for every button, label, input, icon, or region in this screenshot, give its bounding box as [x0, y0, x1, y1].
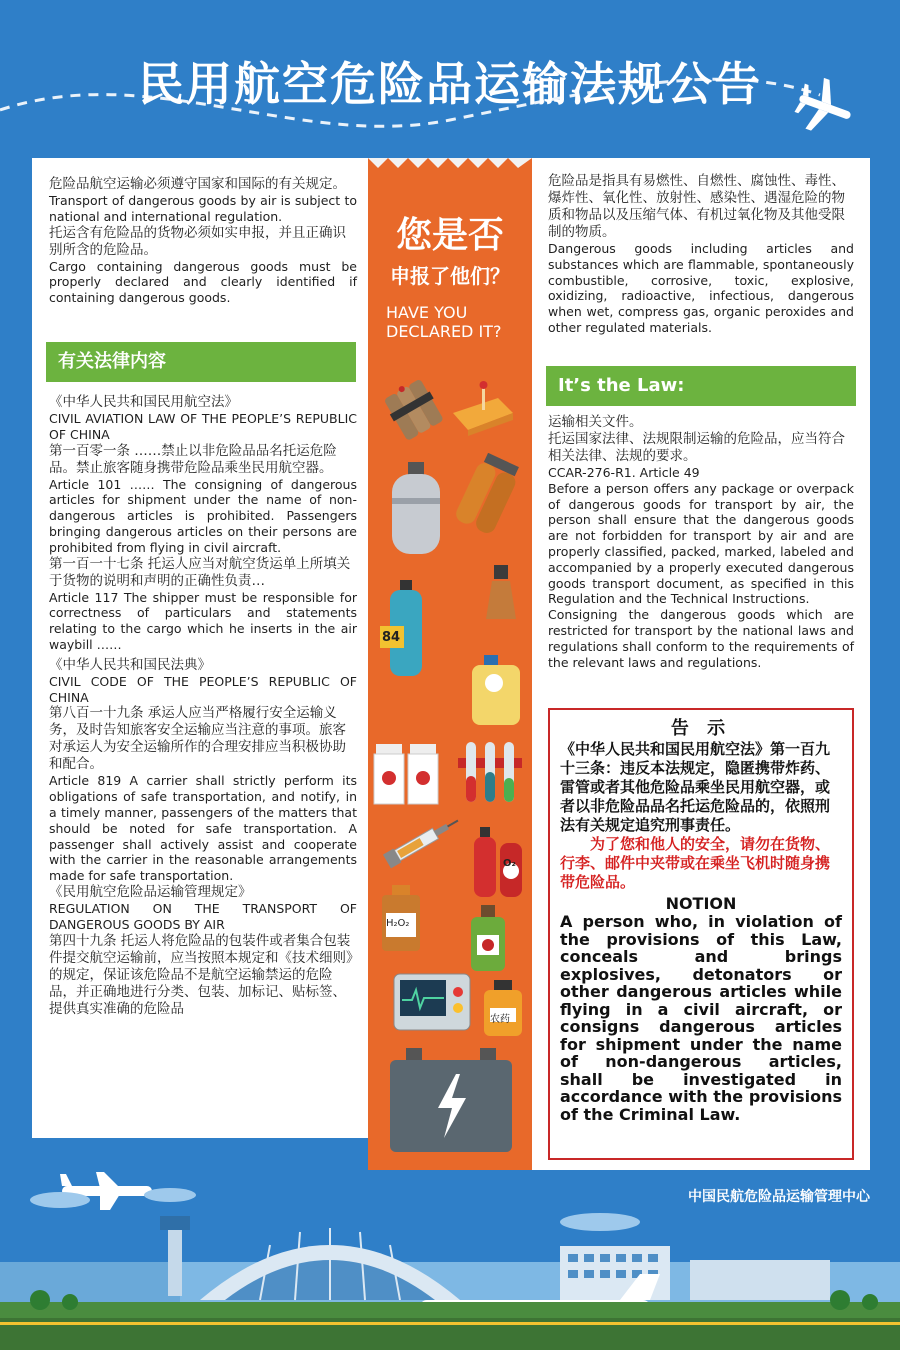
gas-cylinder-icon [386, 458, 446, 558]
notice-warning: 为了您和他人的安全，请勿在货物、行李、邮件中夹带或在乘坐飞机时随身携带危险品。 [560, 835, 831, 891]
label-84: 84 [382, 630, 401, 645]
right-section-heading: It’s the Law: [546, 366, 856, 406]
label-pesticide: 农药 [490, 1014, 510, 1025]
law-line: 《中华人民共和国民法典》 [49, 656, 211, 673]
footer-organization: 中国民航危险品运输管理中心 [688, 1189, 870, 1205]
right-laws [548, 414, 854, 670]
law-line: Before a person offers any package or overpack of dangerous goods for transport by air, the person shall ensure that the dangerous goods are not forbidden for transport by air and are properly classified, packed, marked, labeled and accompanied by a properly executed dangerous goods transport document, as specified in this Regulation and the Technical Instructions. [548, 480, 854, 607]
airport-scene-illustration [0, 1150, 900, 1350]
left-intro-0: 危险品航空运输必须遵守国家和国际的有关规定。 [49, 176, 346, 192]
law-line: 第一百一十七条 托运人应当对航空货运单上所填关于货物的说明和声明的正确性负责… [49, 555, 351, 589]
battery-icon [386, 1046, 516, 1156]
left-intro-3: Cargo containing dangerous goods must be properly declared and clearly identified if containing dangerous goods. [49, 258, 357, 306]
law-line: Consigning the dangerous goods which are restricted for transport by the national laws and regulations shall conform to the requirements of the relevant laws and regulations. [548, 607, 854, 670]
matches-icon [448, 378, 518, 438]
headline-en: HAVE YOU DECLARED IT? [386, 303, 502, 341]
test-tubes-icon [454, 738, 526, 808]
airplane-icon [790, 72, 860, 142]
law-line: Article 117 The shipper must be responsible for correctness of particulars and statements relating to the cargo which he inserts in the air waybill …… [49, 589, 357, 652]
toxic-bottle-icon [463, 903, 513, 973]
left-laws [49, 394, 357, 1018]
oxygen-tanks-icon [453, 453, 523, 543]
law-line: CIVIL CODE OF THE PEOPLE’S REPUBLIC OF CHINA [49, 673, 357, 705]
medicine-bottles-icon [372, 738, 442, 808]
syringe-icon [374, 813, 464, 873]
notice-box [548, 708, 854, 1160]
notice-body: 《中华人民共和国民用航空法》第一百九十三条：违反本法规定，隐匿携带炸药、雷管或者其他危险品乘坐民用航空器，或者以非危险品品名托运危险品的，依照刑法有关规定追究刑事责任。 [560, 740, 831, 834]
left-section-heading: 有关法律内容 [46, 342, 356, 382]
law-line: CCAR-276-R1. Article 49 [548, 465, 700, 480]
left-intro-2: 托运含有危险品的货物必须如实申报，并且正确识别所含的危险品。 [49, 224, 346, 258]
label-h2o2: H₂O₂ [386, 918, 410, 929]
law-line: REGULATION ON THE TRANSPORT OF DANGEROUS GOODS BY AIR [49, 900, 357, 932]
disinfectant-84-bottle-icon [376, 578, 436, 678]
perfume-bottle-icon [476, 563, 526, 623]
law-line: 《中华人民共和国民用航空法》 [49, 394, 238, 410]
dynamite-icon [380, 373, 450, 443]
page-title: 民用航空危险品运输法规公告 [138, 57, 762, 111]
notice-body-en: A person who, in violation of the provisions of this Law, conceals and brings explosives, detonators or other dangerous articles while flying in a civil aircraft, or consigns dangerous articles for shipment under the name of non-dangerous articles, shall be investigated in accordance with the provisions of the Criminal Law. [560, 912, 842, 1124]
law-line: 第八百一十九条 承运人应当严格履行安全运输义务，及时告知旅客安全运输应当注意的事项。旅客对承运人为安全运输所作的合理安排应当积极协助和配合。 [49, 705, 346, 773]
zigzag-decoration [368, 158, 532, 172]
law-line: CIVIL AVIATION LAW OF THE PEOPLE’S REPUBLIC OF CHINA [49, 411, 357, 442]
right-intro-1: Dangerous goods including articles and substances which are flammable, spontaneously combustible, corrosive, toxic, explosive, oxidizing, radioactive, infectious, dangerous when wet, compress gas, organic peroxides and other regulated materials. [548, 241, 854, 335]
law-line: 《民用航空危险品运输管理规定》 [49, 883, 252, 900]
pesticide-bottle-icon [478, 978, 528, 1038]
left-panel [32, 158, 368, 1138]
flammable-liquid-can-icon [466, 653, 526, 728]
notice-heading-en: NOTION [665, 894, 737, 913]
law-line: 托运国家法律、法规限制运输的危险品，应当符合相关法律、法规的要求。 [548, 431, 845, 464]
law-line: 第四十九条 托运人将危险品的包装件或者集合包装件提交航空运输前，应当按照本规定和《技术细则》的规定，保证该危险品不是航空运输禁运的危险品，并正确地进行分类、包装、加标记、贴标签、提供真实准确的危险品 [49, 932, 353, 1017]
right-intro [548, 173, 854, 336]
notice-heading: 告 示 [670, 718, 732, 739]
left-intro [49, 176, 357, 306]
headline-cn-1: 您是否 [395, 215, 504, 256]
medical-monitor-icon [392, 968, 472, 1033]
headline-cn-2: 申报了他们？ [390, 264, 510, 288]
middle-panel [368, 158, 532, 1170]
law-line: 运输相关文件。 [548, 414, 643, 430]
law-line: Article 819 A carrier shall strictly perform its obligations of safe transportation, and notify, in a timely manner, passengers of the matters that should be noted for safe transportation. A passenger shall actively assist and cooperate with the carrier in the reasonable arrangements made for safe transportation. [49, 773, 357, 884]
right-intro-0: 危险品是指具有易燃性、自燃性、腐蚀性、毒性、爆炸性、氧化性、放射性、感染性、遇湿危险的物质和物品以及压缩气体、有机过氧化物及其他受限制的物质。 [548, 173, 845, 240]
fire-extinguisher-icon [470, 823, 526, 903]
left-intro-1: Transport of dangerous goods by air is subject to national and international regulation. [49, 193, 357, 224]
label-o2: O₂ [503, 858, 516, 869]
law-line: 第一百零一条 ……禁止以非危险品品名托运危险品。禁止旅客随身携带危险品乘坐民用航空器。 [49, 442, 337, 476]
law-line: Article 101 …… The consigning of dangerous articles for shipment under the name of non-dangerous articles is prohibited. Passengers bringing dangerous articles on their persons are prohibited from flying in civil aircraft. [49, 476, 357, 555]
